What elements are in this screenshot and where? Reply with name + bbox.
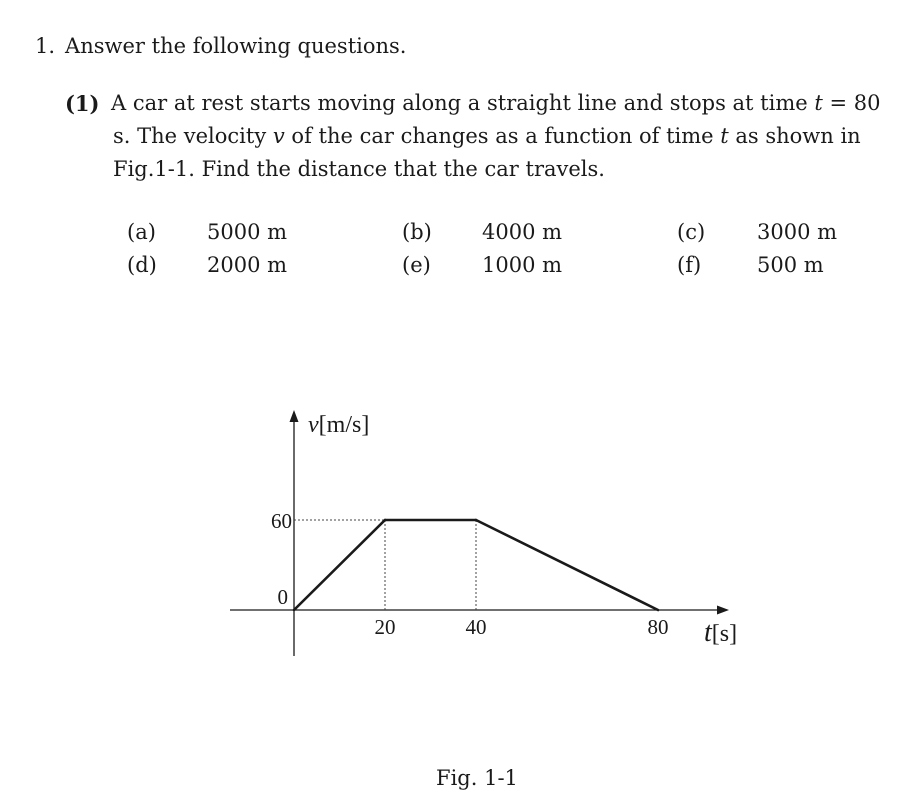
question-title: Answer the following questions. bbox=[65, 34, 407, 58]
x-tick-label-80: 80 bbox=[647, 615, 669, 639]
y-tick-label-60: 60 bbox=[271, 509, 292, 533]
x-axis-arrow bbox=[717, 606, 729, 615]
variable-t: t bbox=[814, 91, 823, 115]
text-segment: = 80 bbox=[822, 91, 881, 115]
choice-value: 500 m bbox=[757, 253, 824, 277]
choice-value: 3000 m bbox=[757, 220, 838, 244]
y-axis-variable: v bbox=[308, 412, 319, 438]
y-axis-unit: [m/s] bbox=[318, 412, 370, 438]
y-axis-arrow bbox=[290, 410, 299, 422]
x-axis-label bbox=[704, 617, 737, 648]
text-segment: A car at rest starts moving along a straight line and stops at time bbox=[111, 91, 815, 115]
x-axis-unit: [s] bbox=[711, 621, 738, 647]
choice-value: 1000 m bbox=[482, 253, 563, 277]
choice-label: (c) bbox=[677, 220, 706, 244]
choice-label: (a) bbox=[127, 220, 156, 244]
text-segment: as shown in bbox=[728, 124, 861, 148]
x-axis-variable: t bbox=[704, 617, 712, 648]
velocity-segment-3 bbox=[476, 520, 658, 610]
choice-label: (d) bbox=[127, 253, 157, 277]
text-segment: s. The velocity bbox=[113, 124, 273, 148]
question-number: 1. bbox=[35, 34, 56, 58]
figure-caption: Fig. 1-1 bbox=[436, 766, 518, 790]
text-segment: of the car changes as a function of time bbox=[284, 124, 721, 148]
choice-label: (b) bbox=[402, 220, 432, 244]
y-axis-label bbox=[308, 412, 369, 438]
choice-label: (f) bbox=[677, 253, 702, 277]
choice-value: 4000 m bbox=[482, 220, 563, 244]
variable-t: t bbox=[720, 124, 729, 148]
choice-value: 2000 m bbox=[207, 253, 288, 277]
y-tick-label-0: 0 bbox=[277, 585, 288, 609]
variable-v: v bbox=[272, 124, 285, 148]
choice-value: 5000 m bbox=[207, 220, 288, 244]
choice-label: (e) bbox=[402, 253, 431, 277]
subquestion-number: (1) bbox=[65, 91, 100, 116]
velocity-segment-1 bbox=[294, 520, 385, 610]
x-tick-label-40: 40 bbox=[465, 615, 487, 639]
x-tick-label-20: 20 bbox=[374, 615, 396, 639]
subquestion-line-3: Fig.1-1. Find the distance that the car travels. bbox=[113, 157, 605, 181]
